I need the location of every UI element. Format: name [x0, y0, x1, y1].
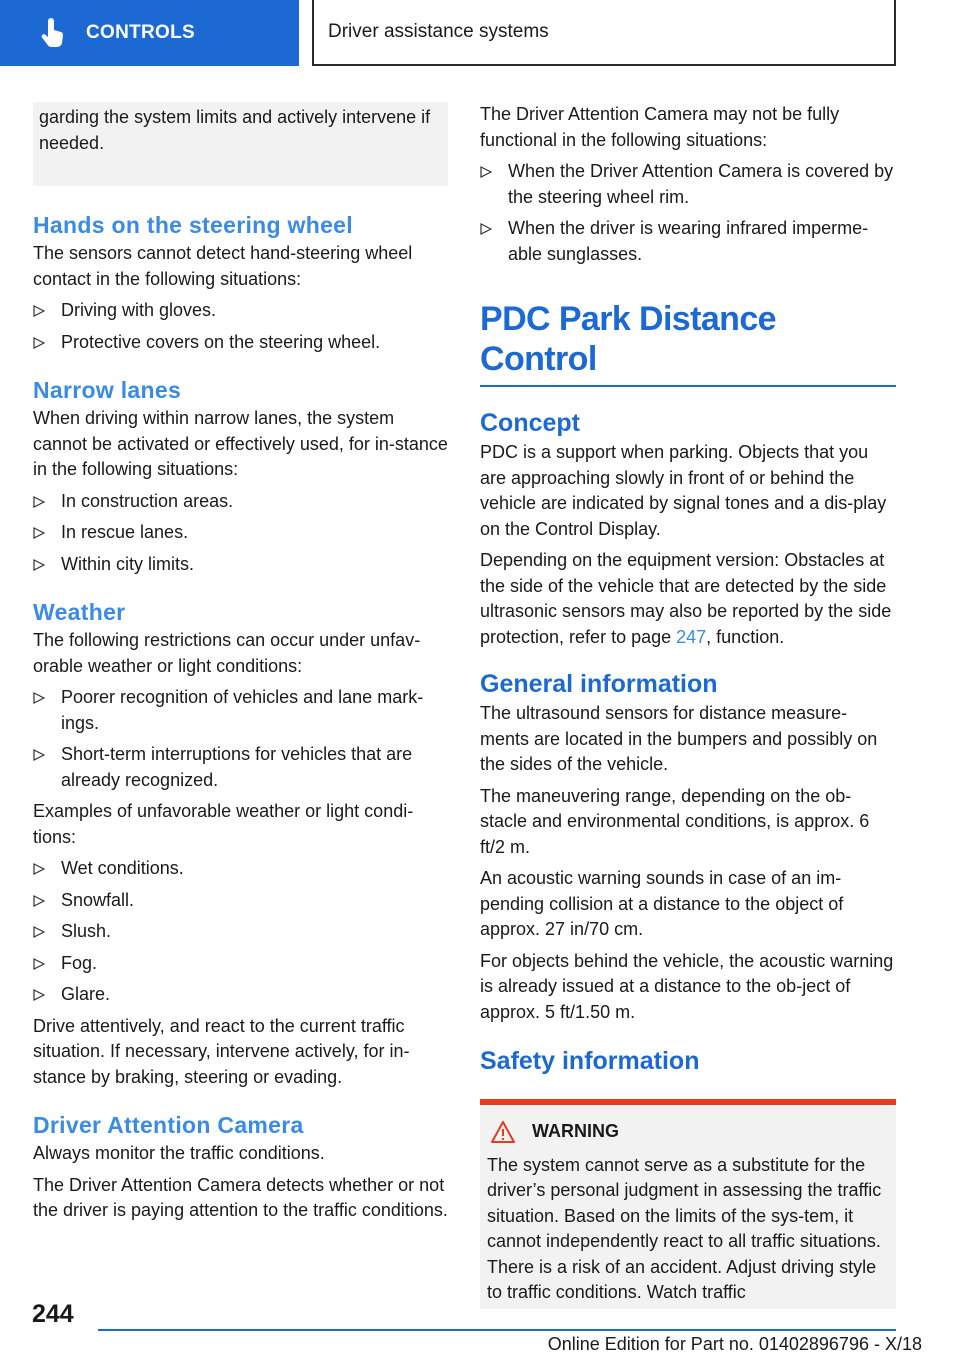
heading-driver-attention-camera: Driver Attention Camera [33, 1112, 304, 1138]
page-number: 244 [32, 1300, 74, 1328]
list-item: Poorer recognition of vehicles and lane mark‐ings. [33, 685, 448, 736]
list-item: When the driver is wearing infrared imperme‐able sunglasses. [480, 216, 896, 267]
heading-hands-on-wheel: Hands on the steering wheel [33, 212, 353, 238]
triangle-bullet-icon [33, 305, 45, 317]
paragraph: The Driver Attention Camera may not be fully functional in the following situations: [480, 104, 840, 150]
triangle-bullet-icon [33, 527, 45, 539]
triangle-bullet-icon [33, 337, 45, 349]
list-item: Within city limits. [33, 552, 448, 578]
footer-divider [98, 1329, 896, 1331]
heading-narrow-lanes: Narrow lanes [33, 377, 182, 403]
paragraph: Drive attentively, and react to the current traffic situation. If necessary, intervene actively, for in‐stance by braking, steering or evading. [33, 1015, 410, 1087]
chapter-label: CONTROLS [86, 22, 196, 43]
bullet-list [33, 856, 448, 1008]
triangle-bullet-icon [33, 895, 45, 907]
list-item: In rescue lanes. [33, 520, 448, 546]
list-item: When the Driver Attention Camera is covered by the steering wheel rim. [480, 159, 896, 210]
warning-triangle-icon [490, 1120, 516, 1144]
paragraph: An acoustic warning sounds in case of an im‐pending collision at a distance to the object of approx. 27 in/70 cm. [480, 868, 844, 939]
heading-safety-information: Safety information [480, 1047, 700, 1075]
section-title-box [312, 0, 896, 66]
list-item: Driving with gloves. [33, 298, 448, 324]
triangle-bullet-icon [480, 166, 492, 178]
bullet-list [480, 159, 896, 267]
edition-note: Online Edition for Part no. 01402896796 - X/18 [547, 1334, 922, 1354]
section-title: Driver assistance systems [328, 21, 549, 42]
heading-concept: Concept [480, 409, 580, 437]
continued-note-text: garding the system limits and actively intervene if needed. [39, 107, 431, 153]
right-column [480, 102, 896, 1309]
left-column [33, 102, 448, 1230]
triangle-bullet-icon [33, 926, 45, 938]
paragraph: Depending on the equipment version: Obstacles at the side of the vehicle that are detected by the side ultrasonic sensors may also be reported by the side protection, refer to page 247, function. [480, 550, 892, 647]
list-item: In construction areas. [33, 489, 448, 515]
warning-box [480, 1099, 896, 1309]
heading-weather: Weather [33, 599, 126, 625]
bullet-list [33, 685, 448, 793]
list-item: Glare. [33, 982, 448, 1008]
list-item: Short-term interruptions for vehicles that are already recognized. [33, 742, 448, 793]
paragraph: When driving within narrow lanes, the system cannot be activated or effectively used, for in‐stance in the following situations: [33, 408, 448, 479]
paragraph: Always monitor the traffic conditions. [33, 1143, 325, 1163]
paragraph: PDC is a support when parking. Objects that you are approaching slowly in front of or behind the vehicle are indicated by signal tones and a dis‐play on the Control Display. [480, 442, 887, 539]
triangle-bullet-icon [33, 863, 45, 875]
triangle-bullet-icon [33, 958, 45, 970]
hand-touch-icon [40, 18, 80, 48]
continued-note-box [33, 102, 448, 186]
paragraph: The maneuvering range, depending on the ob‐stacle and environmental conditions, is approx. 6 ft/2 m. [480, 785, 870, 857]
triangle-bullet-icon [480, 223, 492, 235]
list-item: Snowfall. [33, 888, 448, 914]
paragraph: The sensors cannot detect hand-steering wheel contact in the following situations: [33, 243, 413, 289]
paragraph: The ultrasound sensors for distance measure‐ments are located in the bumpers and possibly on the sides of the vehicle. [480, 703, 878, 774]
chapter-heading-pdc: PDC Park Distance Control [480, 299, 896, 387]
list-item: Wet conditions. [33, 856, 448, 882]
paragraph: The Driver Attention Camera detects whether or not the driver is paying attention to the traffic conditions. [33, 1174, 448, 1220]
paragraph: The following restrictions can occur under unfav‐orable weather or light conditions: [33, 630, 421, 676]
paragraph: Examples of unfavorable weather or light condi‐tions: [33, 801, 414, 847]
page-reference-link[interactable]: 247 [676, 626, 707, 647]
heading-general-information: General information [480, 670, 718, 698]
warning-title: WARNING [490, 1119, 890, 1145]
paragraph: For objects behind the vehicle, the acoustic warning is already issued at a distance to the ob‐ject of approx. 5 ft/1.50 m. [480, 950, 894, 1022]
bullet-list [33, 298, 448, 355]
warning-text: The system cannot serve as a substitute for the driver’s personal judgment in assessing the traffic situation. Based on the limits of the sys‐tem, it cannot independently react to all traffic situations. There is a risk of an accident. Adjust driving style to traffic conditions. Watch traffic [487, 1154, 882, 1302]
triangle-bullet-icon [33, 692, 45, 704]
triangle-bullet-icon [33, 559, 45, 571]
list-item: Fog. [33, 951, 448, 977]
list-item: Protective covers on the steering wheel. [33, 330, 448, 356]
bullet-list [33, 489, 448, 578]
chapter-tab[interactable] [0, 0, 299, 66]
triangle-bullet-icon [33, 496, 45, 508]
triangle-bullet-icon [33, 989, 45, 1001]
list-item: Slush. [33, 919, 448, 945]
triangle-bullet-icon [33, 749, 45, 761]
